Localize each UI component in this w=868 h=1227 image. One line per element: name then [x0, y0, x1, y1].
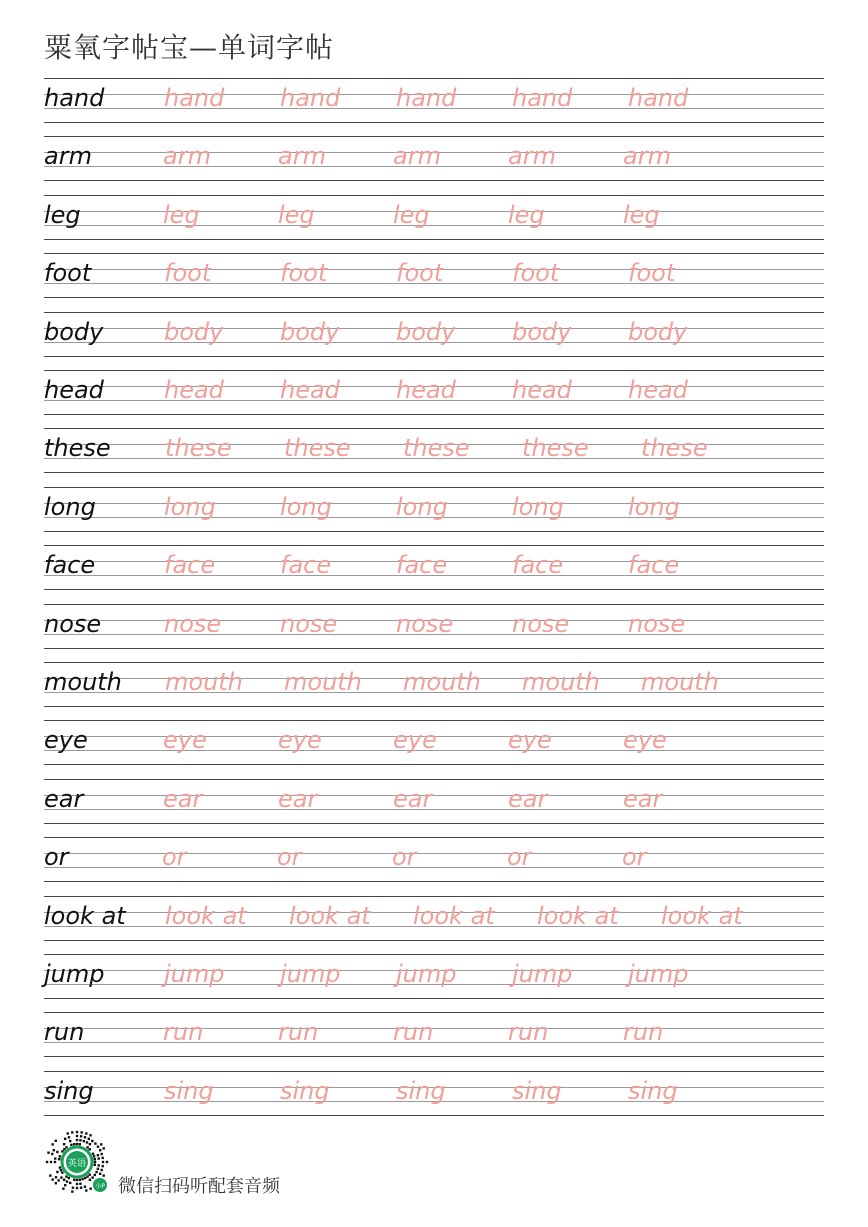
trace-word: arm: [393, 142, 441, 171]
trace-word: body: [628, 317, 688, 346]
qr-dot: [99, 1173, 101, 1175]
trace-word: ear: [623, 784, 663, 813]
trace-word: sing: [280, 1076, 330, 1105]
qr-dot: [63, 1143, 65, 1145]
trace-word: face: [280, 551, 332, 580]
qr-code-icon[interactable]: [42, 1128, 112, 1196]
qr-dot: [89, 1179, 91, 1181]
ruling-line: [44, 837, 824, 838]
qr-dot: [94, 1161, 96, 1163]
trace-word: ear: [508, 784, 548, 813]
qr-dot: [63, 1148, 65, 1150]
ruling-line: [44, 795, 824, 796]
trace-word: jump: [164, 960, 225, 988]
trace-word: or: [507, 843, 532, 872]
qr-dot: [91, 1176, 93, 1178]
model-word: eye: [44, 726, 88, 755]
qr-dot: [73, 1179, 75, 1181]
qr-dot: [71, 1131, 73, 1133]
ruling-line: [44, 779, 824, 780]
qr-dot: [76, 1143, 78, 1145]
trace-word: long: [396, 492, 448, 521]
model-word: jump: [44, 960, 105, 988]
word-row: [0, 136, 868, 184]
model-word: these: [44, 434, 111, 463]
trace-word: body: [512, 317, 572, 346]
qr-dot: [64, 1138, 66, 1140]
ruling-line: [44, 487, 824, 488]
ruling-line: [44, 136, 824, 137]
model-word: face: [44, 551, 96, 580]
trace-word: jump: [396, 960, 457, 988]
trace-word: hand: [164, 84, 225, 112]
qr-dot: [59, 1155, 61, 1157]
qr-dot: [76, 1183, 78, 1185]
model-word: ear: [44, 784, 84, 813]
trace-word: these: [522, 434, 589, 463]
qr-dot: [95, 1171, 97, 1173]
qr-dot: [76, 1139, 78, 1141]
qr-badge-text: 英语: [67, 1159, 87, 1169]
trace-word: foot: [512, 259, 560, 288]
ruling-line: [44, 706, 824, 707]
trace-word: head: [164, 376, 224, 404]
ruling-line: [44, 823, 824, 824]
qr-dot: [55, 1140, 57, 1142]
qr-dot: [54, 1157, 56, 1159]
ruling-line: [44, 940, 824, 941]
ruling-line: [44, 662, 824, 663]
qr-dot: [97, 1168, 99, 1170]
qr-dot: [85, 1132, 87, 1134]
ruling-line: [44, 589, 824, 590]
qr-dot: [69, 1182, 71, 1184]
ruling-line: [44, 414, 824, 415]
trace-word: leg: [623, 200, 660, 229]
trace-word: foot: [280, 259, 328, 288]
model-word: run: [44, 1018, 85, 1047]
qr-dot: [76, 1135, 78, 1137]
trace-word: face: [396, 551, 448, 580]
qr-dot: [101, 1169, 103, 1171]
trace-word: hand: [628, 84, 689, 112]
model-word: look at: [44, 901, 126, 930]
qr-dot: [93, 1155, 95, 1157]
trace-word: head: [280, 376, 340, 404]
trace-word: run: [508, 1018, 549, 1047]
qr-dot: [69, 1140, 71, 1142]
qr-dot: [68, 1136, 70, 1138]
qr-dot: [79, 1139, 81, 1141]
ruling-line: [44, 225, 824, 226]
ruling-line: [44, 720, 824, 721]
trace-word: these: [284, 434, 351, 463]
trace-word: arm: [163, 142, 211, 171]
qr-dot: [79, 1183, 81, 1185]
word-row: [0, 720, 868, 768]
ruling-line: [44, 1042, 824, 1043]
word-row: [0, 195, 868, 243]
qr-dot: [80, 1135, 82, 1137]
qr-dot: [84, 1177, 86, 1179]
ruling-line: [44, 78, 824, 79]
qr-dot: [102, 1161, 104, 1163]
trace-word: sing: [512, 1076, 562, 1105]
trace-word: look at: [289, 901, 371, 930]
qr-dot: [81, 1178, 83, 1180]
qr-dot: [72, 1187, 74, 1189]
qr-dot: [56, 1151, 58, 1153]
ruling-line: [44, 1115, 824, 1116]
ruling-line: [44, 312, 824, 313]
ruling-line: [44, 896, 824, 897]
trace-word: nose: [396, 609, 454, 638]
word-row: [0, 428, 868, 476]
trace-word: or: [622, 843, 647, 872]
ruling-line: [44, 1028, 824, 1029]
qr-dot: [63, 1179, 65, 1181]
word-row: [0, 487, 868, 535]
trace-word: jump: [280, 960, 341, 988]
qr-dot: [68, 1177, 70, 1179]
trace-word: run: [163, 1018, 204, 1047]
qr-dot: [98, 1164, 100, 1166]
trace-word: nose: [628, 609, 686, 638]
qr-dot: [89, 1174, 91, 1176]
qr-dot: [52, 1143, 54, 1145]
qr-dot: [46, 1161, 48, 1163]
trace-word: long: [512, 492, 564, 521]
trace-word: jump: [628, 960, 689, 988]
trace-word: eye: [163, 726, 207, 755]
ruling-line: [44, 253, 824, 254]
ruling-line: [44, 428, 824, 429]
qr-dot: [76, 1179, 78, 1181]
trace-word: foot: [628, 259, 676, 288]
ruling-line: [44, 853, 824, 854]
trace-word: nose: [164, 609, 222, 638]
qr-dot: [86, 1175, 88, 1177]
qr-dot: [76, 1131, 78, 1133]
trace-word: run: [623, 1018, 664, 1047]
qr-dot: [61, 1150, 63, 1152]
trace-word: long: [628, 492, 680, 521]
trace-word: nose: [280, 609, 338, 638]
model-word: long: [44, 492, 96, 521]
qr-dot: [99, 1149, 101, 1151]
word-row: [0, 662, 868, 710]
trace-word: mouth: [522, 668, 600, 696]
trace-word: nose: [512, 609, 570, 638]
trace-word: these: [165, 434, 232, 463]
word-row: [0, 370, 868, 418]
trace-word: ear: [393, 784, 433, 813]
trace-word: hand: [396, 84, 457, 112]
ruling-line: [44, 809, 824, 810]
page-title: 粟氧字帖宝—单词字帖: [44, 31, 335, 64]
trace-word: head: [628, 376, 688, 404]
footer-caption: 微信扫码听配套音频: [118, 1176, 280, 1197]
model-word: leg: [44, 200, 81, 229]
trace-word: head: [396, 376, 456, 404]
ruling-line: [44, 531, 824, 532]
qr-dot: [94, 1174, 96, 1176]
ruling-line: [44, 998, 824, 999]
qr-dot: [83, 1140, 85, 1142]
trace-word: jump: [512, 960, 573, 988]
trace-word: mouth: [165, 668, 243, 696]
qr-dot: [89, 1143, 91, 1145]
trace-word: these: [641, 434, 708, 463]
trace-word: face: [512, 551, 564, 580]
word-row: [0, 78, 868, 126]
model-word: mouth: [44, 668, 122, 696]
qr-dot: [47, 1152, 49, 1154]
qr-dot: [73, 1143, 75, 1145]
ruling-line: [44, 954, 824, 955]
qr-dot: [53, 1149, 55, 1151]
qr-dot: [70, 1144, 72, 1146]
qr-dot: [86, 1141, 88, 1143]
qr-dot: [65, 1175, 67, 1177]
trace-word: mouth: [284, 668, 362, 696]
qr-dot: [103, 1147, 105, 1149]
trace-word: long: [280, 492, 332, 521]
qr-dot: [88, 1138, 90, 1140]
ruling-line: [44, 195, 824, 196]
ruling-line: [44, 472, 824, 473]
ruling-line: [44, 1012, 824, 1013]
qr-dot: [100, 1143, 102, 1145]
trace-word: hand: [280, 84, 341, 112]
qr-dot: [79, 1179, 81, 1181]
word-row: [0, 779, 868, 827]
qr-dot: [80, 1187, 82, 1189]
model-word: hand: [44, 84, 105, 112]
ruling-line: [44, 1056, 824, 1057]
trace-word: body: [280, 317, 340, 346]
qr-dot: [84, 1186, 86, 1188]
qr-dot: [84, 1136, 86, 1138]
trace-word: ear: [278, 784, 318, 813]
word-row: [0, 604, 868, 652]
qr-dot: [81, 1131, 83, 1133]
trace-word: ear: [163, 784, 203, 813]
qr-dot: [59, 1166, 61, 1168]
trace-word: foot: [396, 259, 444, 288]
trace-word: or: [162, 843, 187, 872]
word-row: [0, 1071, 868, 1119]
qr-dot: [56, 1171, 58, 1173]
ruling-line: [44, 1071, 824, 1072]
qr-dot: [54, 1161, 56, 1163]
trace-word: leg: [508, 200, 545, 229]
qr-dot: [66, 1180, 68, 1182]
qr-dot: [85, 1189, 87, 1191]
model-word: or: [44, 843, 69, 872]
qr-dot: [65, 1146, 67, 1148]
word-row: [0, 837, 868, 885]
qr-dot: [89, 1134, 91, 1136]
ruling-line: [44, 881, 824, 882]
qr-dot: [60, 1176, 62, 1178]
qr-dot: [101, 1153, 103, 1155]
qr-dot: [102, 1157, 104, 1159]
qr-dot: [98, 1157, 100, 1159]
trace-word: eye: [278, 726, 322, 755]
qr-dot: [51, 1153, 53, 1155]
qr-dot: [61, 1171, 63, 1173]
word-row: [0, 896, 868, 944]
trace-word: eye: [623, 726, 667, 755]
qr-dot: [94, 1142, 96, 1144]
trace-word: sing: [628, 1076, 678, 1105]
qr-dot: [92, 1153, 94, 1155]
qr-dot: [55, 1182, 57, 1184]
qr-dot: [97, 1146, 99, 1148]
trace-word: face: [628, 551, 680, 580]
ruling-line: [44, 370, 824, 371]
qr-dot: [106, 1161, 108, 1163]
trace-word: arm: [623, 142, 671, 171]
qr-dot: [94, 1164, 96, 1166]
trace-word: leg: [163, 200, 200, 229]
trace-word: mouth: [641, 668, 719, 696]
model-word: head: [44, 376, 104, 404]
qr-dot: [50, 1161, 52, 1163]
trace-word: head: [512, 376, 572, 404]
word-row: [0, 312, 868, 360]
ruling-line: [44, 239, 824, 240]
qr-dot: [49, 1174, 51, 1176]
model-word: arm: [44, 142, 92, 171]
trace-word: hand: [512, 84, 573, 112]
qr-dot: [86, 1146, 88, 1148]
trace-word: these: [403, 434, 470, 463]
trace-word: or: [392, 843, 417, 872]
ruling-line: [44, 297, 824, 298]
trace-word: arm: [278, 142, 326, 171]
trace-word: look at: [165, 901, 247, 930]
trace-word: face: [164, 551, 216, 580]
ruling-line: [44, 545, 824, 546]
ruling-line: [44, 867, 824, 868]
trace-word: eye: [508, 726, 552, 755]
word-row: [0, 253, 868, 301]
trace-word: or: [277, 843, 302, 872]
trace-word: body: [396, 317, 456, 346]
trace-word: look at: [413, 901, 495, 930]
qr-dot: [67, 1132, 69, 1134]
qr-dot: [52, 1178, 54, 1180]
qr-dot: [102, 1165, 104, 1167]
ruling-line: [44, 211, 824, 212]
trace-word: foot: [164, 259, 212, 288]
trace-word: sing: [164, 1076, 214, 1105]
qr-dot: [71, 1190, 73, 1192]
word-row: [0, 545, 868, 593]
qr-dot: [103, 1174, 105, 1176]
trace-word: sing: [396, 1076, 446, 1105]
ruling-line: [44, 180, 824, 181]
trace-word: run: [278, 1018, 319, 1047]
qr-dot: [89, 1148, 91, 1150]
ruling-line: [44, 356, 824, 357]
qr-dot: [57, 1179, 59, 1181]
qr-dot: [79, 1143, 81, 1145]
ruling-line: [44, 604, 824, 605]
trace-word: mouth: [403, 668, 481, 696]
model-word: foot: [44, 259, 92, 288]
qr-dot: [60, 1169, 62, 1171]
trace-word: leg: [278, 200, 315, 229]
word-row: [0, 954, 868, 1002]
trace-word: arm: [508, 142, 556, 171]
ruling-line: [44, 764, 824, 765]
qr-dot: [62, 1188, 64, 1190]
qr-dot: [76, 1187, 78, 1189]
qr-dot: [58, 1158, 60, 1160]
qr-dot: [97, 1154, 99, 1156]
ruling-line: [44, 648, 824, 649]
trace-word: eye: [393, 726, 437, 755]
qr-dot: [64, 1184, 66, 1186]
qr-dot: [91, 1140, 93, 1142]
model-word: body: [44, 317, 104, 346]
ruling-line: [44, 122, 824, 123]
trace-word: long: [164, 492, 216, 521]
trace-word: leg: [393, 200, 430, 229]
word-row: [0, 1012, 868, 1060]
trace-word: run: [393, 1018, 434, 1047]
qr-dot: [55, 1176, 57, 1178]
qr-dot: [94, 1158, 96, 1160]
model-word: nose: [44, 609, 102, 638]
trace-word: look at: [537, 901, 619, 930]
model-word: sing: [44, 1076, 94, 1105]
trace-word: body: [164, 317, 224, 346]
qr-corner-text: 小P: [95, 1183, 105, 1190]
trace-word: look at: [661, 901, 743, 930]
qr-dot: [89, 1188, 91, 1190]
